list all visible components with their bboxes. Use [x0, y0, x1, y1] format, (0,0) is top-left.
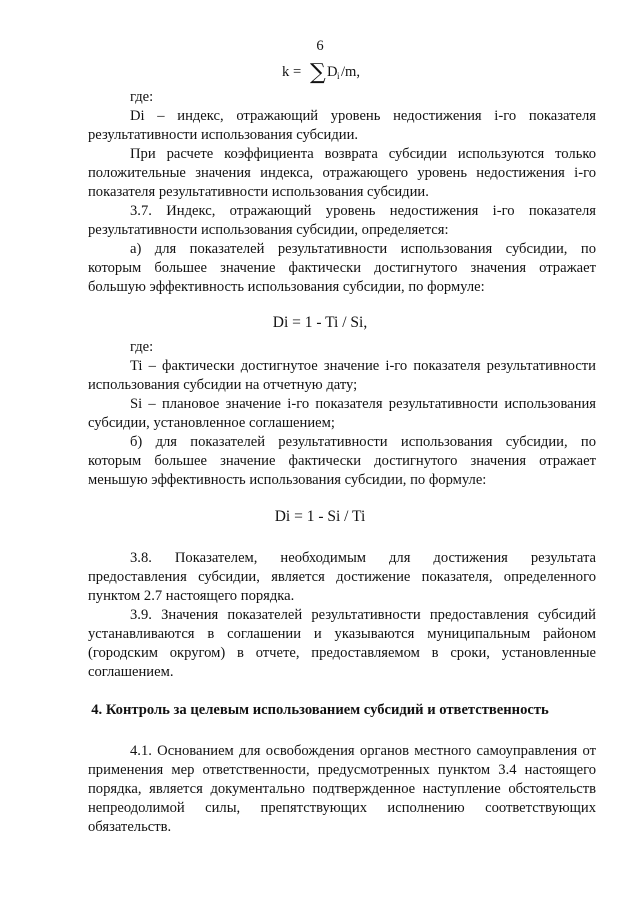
text-line: устанавливаются в соглашении и указываются муниципальным районом	[88, 626, 596, 642]
text-line: Di – индекс, отражающий уровень недостижения i-го показателя	[130, 108, 596, 124]
text-line: непреодолимой силы, препятствующих исполнению соответствующих	[88, 800, 596, 816]
text-line: а) для показателей результативности использования субсидии, по	[130, 241, 596, 257]
formula-k-rest: /m,	[341, 64, 361, 80]
text-line: которым большее значение фактически достигнутого значения отражает	[88, 453, 596, 469]
text-line: соглашением.	[88, 664, 174, 680]
text-line: результативности использования субсидии.	[88, 127, 359, 143]
text-line: Si – плановое значение i-го показателя результативности использования	[130, 396, 596, 412]
formula-k-sub: i	[337, 71, 340, 81]
formula-a: Di = 1 - Ti / Si,	[272, 314, 368, 331]
formula-k-term: D	[327, 64, 338, 80]
text-line: предоставления субсидии, является достижение показателя, определенного	[88, 569, 596, 585]
text-line: (городским округом) в отчете, предоставляемом в сроки, установленные	[88, 645, 596, 661]
formula-k-lhs: k =	[282, 64, 302, 80]
text-line: результативности использования субсидии, определяется:	[88, 222, 449, 238]
text-line: положительные значения индекса, отражающего уровень недостижения i-го	[88, 165, 596, 181]
formula-b: Di = 1 - Si / Ti	[274, 508, 366, 525]
text-line: 4.1. Основанием для освобождения органов местного самоуправления от	[130, 743, 596, 759]
text-line: Ti – фактически достигнутое значение i-го показателя результативности	[130, 358, 596, 374]
text-line: большую эффективность использования субсидии, по формуле:	[88, 279, 485, 295]
text-line: При расчете коэффициента возврата субсидии используются только	[130, 146, 596, 162]
text-line: использования субсидии на отчетную дату;	[88, 377, 358, 393]
text-line: обязательств.	[88, 819, 172, 835]
text-line: 3.7. Индекс, отражающий уровень недостижения i-го показателя	[130, 203, 596, 219]
text-line: 3.8. Показателем, необходимым для достижения результата	[130, 550, 596, 566]
text-line: меньшую эффективность использования субсидии, по формуле:	[88, 472, 487, 488]
text-line: субсидии, установленное соглашением;	[88, 415, 335, 431]
text-line: где:	[130, 339, 154, 355]
formula-k	[280, 58, 400, 84]
text-line: применения мер ответственности, предусмотренных пунктом 3.4 настоящего	[88, 762, 596, 778]
text-line: б) для показателей результативности использования субсидии, по	[130, 434, 596, 450]
page-number: 6	[316, 38, 324, 54]
text-line: пунктом 2.7 настоящего порядка.	[88, 588, 295, 604]
text-line: 3.9. Значения показателей результативности предоставления субсидий	[130, 607, 596, 623]
text-line: которым большее значение фактически достигнутого значения отражает	[88, 260, 596, 276]
text-line: где:	[130, 89, 154, 105]
section-heading: 4. Контроль за целевым использованием субсидий и ответственность	[91, 702, 549, 718]
text-line: порядка, является документально подтвержденное наступление обстоятельств	[88, 781, 596, 797]
text-line: показателя результативности использования субсидии.	[88, 184, 429, 200]
formula-k-sigma: ∑	[310, 60, 326, 84]
